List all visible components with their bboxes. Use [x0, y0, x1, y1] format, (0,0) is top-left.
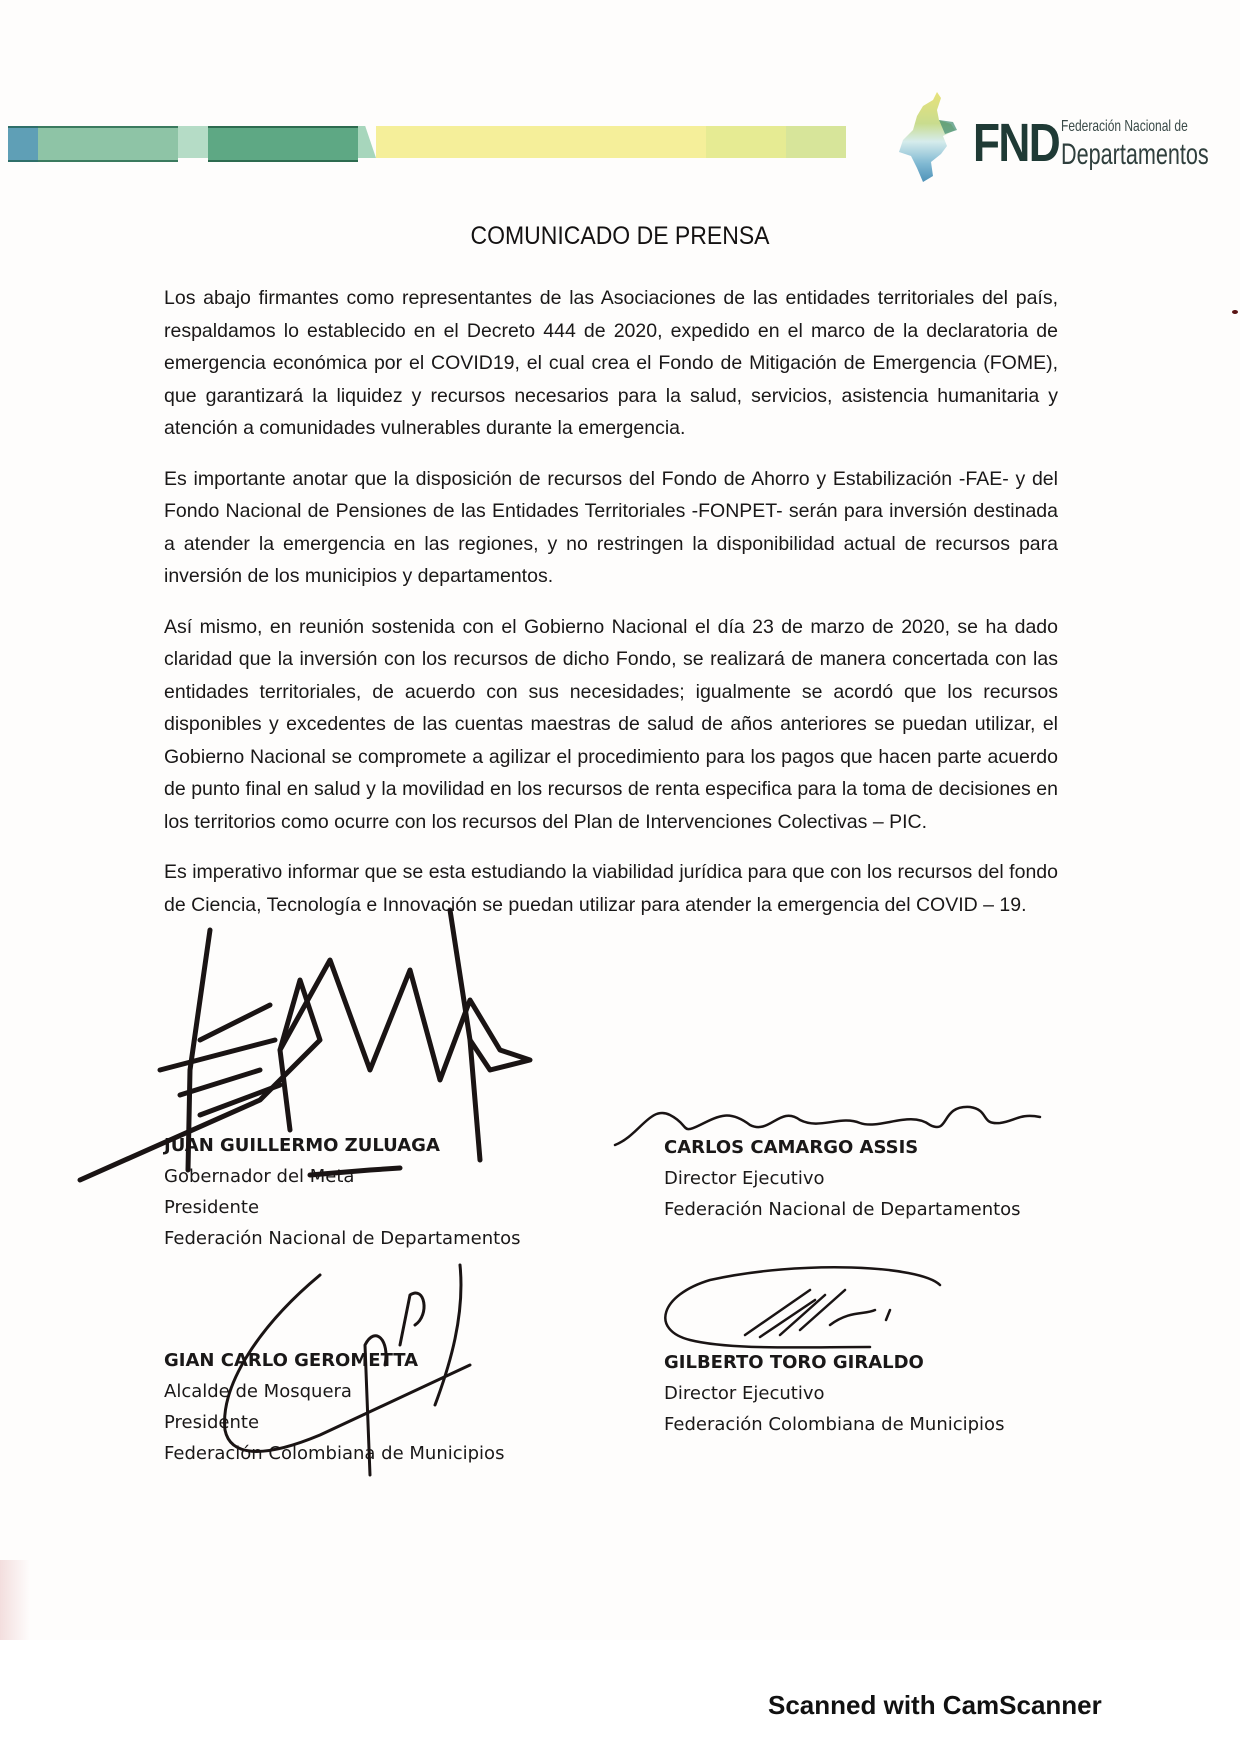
colombia-map-icon	[893, 90, 963, 185]
signatory-role: Director Ejecutivo	[664, 1168, 825, 1189]
logo-line1: Federación Nacional de	[1061, 118, 1188, 135]
signatory-block	[664, 1347, 1004, 1440]
signatory-organization: Federación Nacional de Departamentos	[164, 1228, 521, 1249]
paragraph: Es importante anotar que la disposición de recursos del Fondo de Ahorro y Estabilización -FAE- y del Fondo Nacional de Pensiones de las Entidades Territoriales -FONPET- serán para inversión destinada a atender la emergencia en las regiones, y no restringen la disponibilidad actual de recursos para inversión de los municipios y departamentos.	[164, 467, 1058, 587]
scan-speck	[1232, 310, 1238, 314]
camscanner-watermark: Scanned with CamScanner	[768, 1690, 1102, 1720]
signatory-organization: Federación Colombiana de Municipios	[664, 1414, 1005, 1435]
document-title: COMUNICADO DE PRENSA	[470, 222, 770, 250]
fnd-logo	[893, 90, 1223, 190]
scan-edge-shadow	[0, 1560, 30, 1640]
signatory-organization: Federación Colombiana de Municipios	[164, 1443, 505, 1464]
signatory-block	[164, 1130, 521, 1254]
paragraph: Los abajo firmantes como representantes de las Asociaciones de las entidades territoriales del país, respaldamos lo establecido en el Decreto 444 de 2020, expedido en el marco de la declaratoria de emergencia económica por el COVID19, el cual crea el Fondo de Mitigación de Emergencia (FOME), que garantizará la liquidez y recursos necesarios para la salud, servicios, asistencia humanitaria y atención a comunidades vulnerables durante la emergencia.	[164, 287, 1058, 439]
document-body	[164, 282, 1058, 939]
band-segment	[376, 126, 706, 158]
signatory-role: Gobernador del Meta	[164, 1166, 355, 1187]
band-segment	[178, 126, 208, 158]
signatory-name: CARLOS CAMARGO ASSIS	[664, 1137, 919, 1158]
signatory-position: Presidente	[164, 1412, 260, 1433]
band-segment	[786, 126, 846, 158]
header-color-band	[8, 126, 846, 158]
signatory-role: Director Ejecutivo	[664, 1383, 825, 1404]
band-segment	[358, 126, 376, 158]
signatory-role: Alcalde de Mosquera	[164, 1381, 352, 1402]
logo-line2: Departamentos	[1061, 138, 1209, 171]
band-segment	[208, 126, 358, 162]
signatory-name: GILBERTO TORO GIRALDO	[664, 1352, 924, 1373]
logo-acronym: FND	[973, 113, 1060, 173]
signatory-block	[164, 1345, 504, 1469]
band-segment	[706, 126, 786, 158]
signatory-name: JUAN GUILLERMO ZULUAGA	[164, 1135, 440, 1156]
handwritten-signature	[650, 1255, 950, 1355]
signatory-organization: Federación Nacional de Departamentos	[664, 1199, 1021, 1220]
paragraph: Así mismo, en reunión sostenida con el Gobierno Nacional el día 23 de marzo de 2020, se ha dado claridad que la inversión con los recursos de dicho Fondo, se realizará de manera concertada con las entidades territoriales, de acuerdo con sus necesidades; igualmente se acordó que los recursos disponibles y excedentes de las cuentas maestras de salud de años anteriores se puedan utilizar, el Gobierno Nacional se compromete a agilizar el procedimiento para los pagos que hacen parte acuerdo de punto final en salud y la movilidad en los recursos de renta especifica para la toma de decisiones en los territorios como ocurre con los recursos del Plan de Intervenciones Colectivas – PIC.	[164, 615, 1058, 833]
signatory-name: GIAN CARLO GEROMETTA	[164, 1350, 419, 1371]
band-segment	[38, 126, 178, 162]
paragraph: Es imperativo informar que se esta estudiando la viabilidad jurídica para que con los recursos del fondo de Ciencia, Tecnología e Innovación se puedan utilizar para atender la emergencia del COVID – 19.	[164, 861, 1058, 916]
band-segment	[8, 126, 38, 162]
signatory-position: Presidente	[164, 1197, 260, 1218]
signatory-block	[664, 1132, 1021, 1225]
